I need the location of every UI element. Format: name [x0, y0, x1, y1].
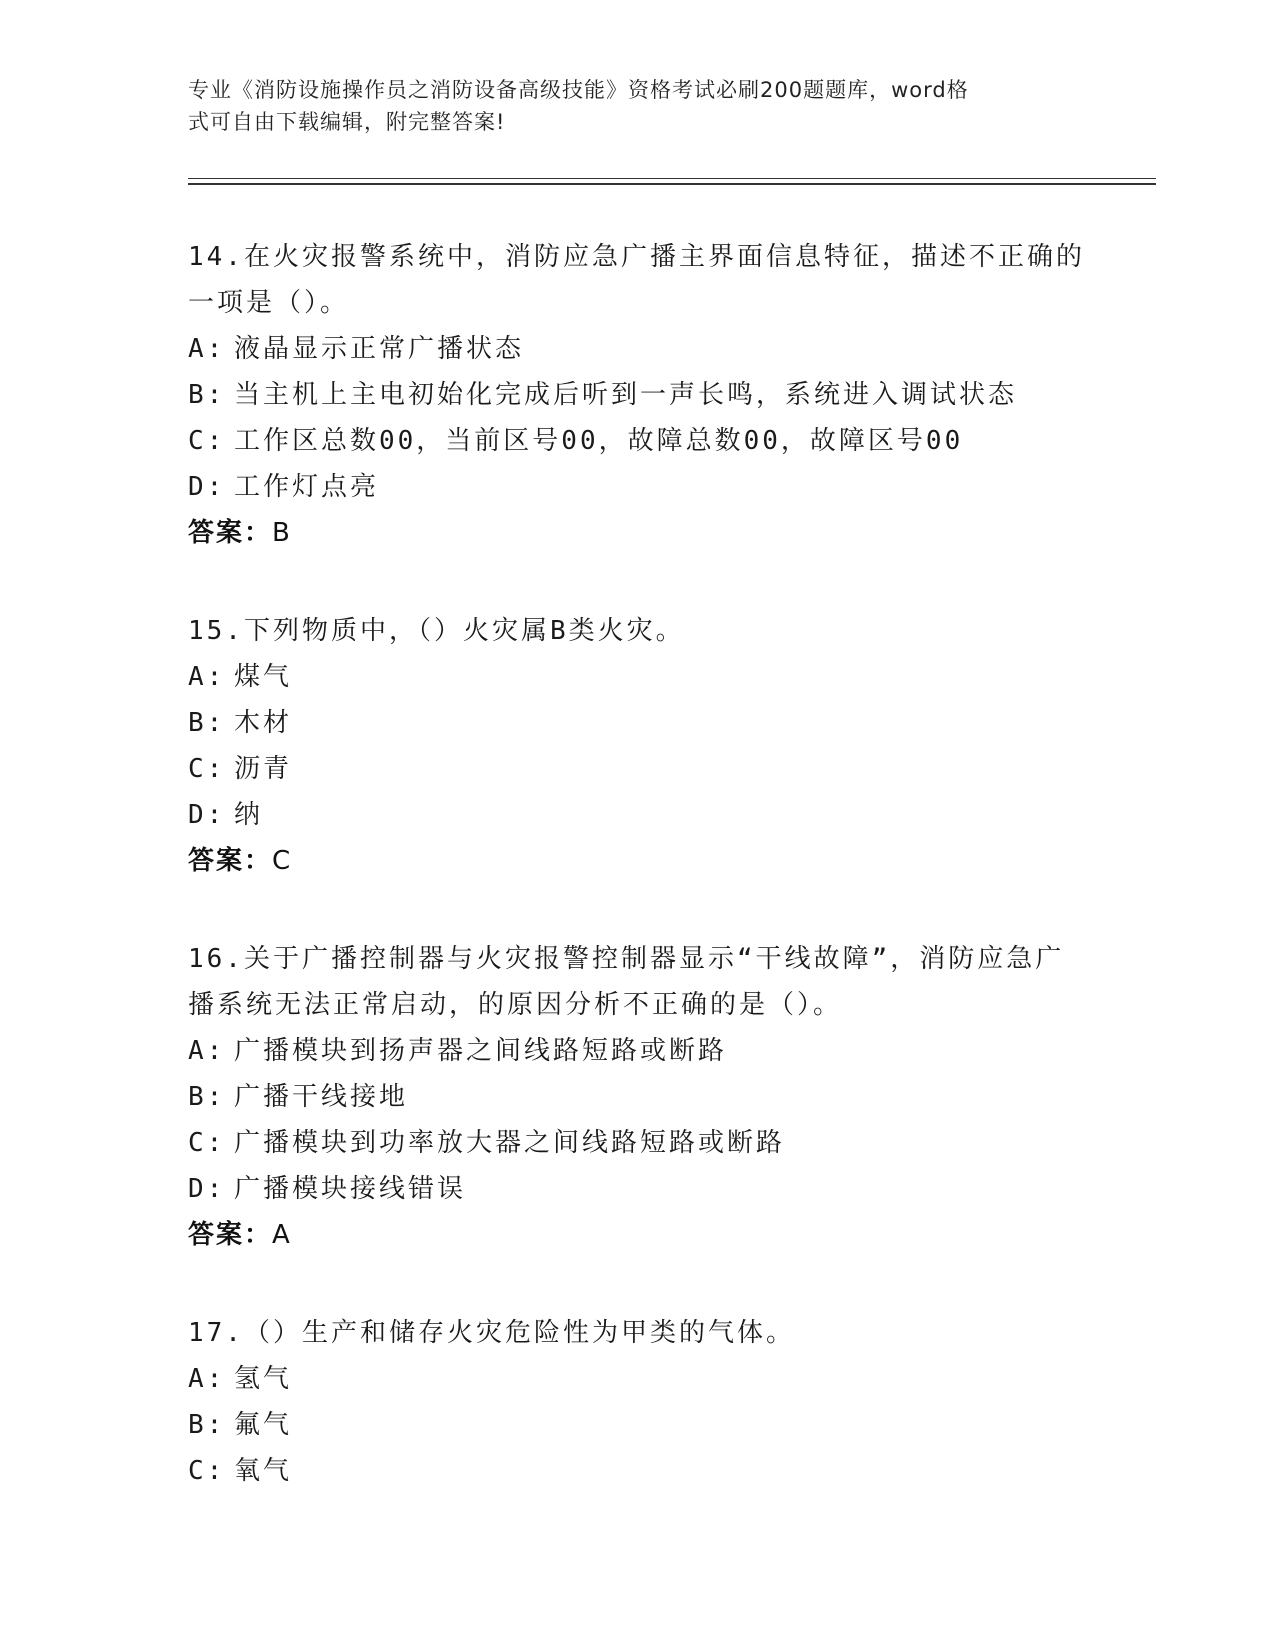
- option-text: 当主机上主电初始化完成后听到一声长鸣，系统进入调试状态: [234, 380, 1018, 410]
- option-text: 广播模块到扬声器之间线路短路或断路: [234, 1036, 728, 1066]
- option-letter: C:: [188, 426, 226, 456]
- option-b: [188, 1402, 1088, 1448]
- question-text-line-2: 一项是（）。: [188, 288, 350, 318]
- question-text-line-1: 16.关于广播控制器与火灾报警控制器显示“干线故障”，消防应急广: [188, 944, 1065, 974]
- header-line-2: 式可自由下载编辑，附完整答案!: [188, 110, 506, 134]
- answer-label: 答案：: [188, 846, 273, 876]
- answer-label: 答案：: [188, 518, 273, 548]
- option-letter: A:: [188, 334, 226, 364]
- option-letter: C:: [188, 1128, 226, 1158]
- option-a: [188, 1028, 1088, 1074]
- option-letter: D:: [188, 472, 226, 502]
- document-header: [188, 74, 1088, 138]
- option-c: [188, 1448, 1088, 1494]
- option-text: 广播模块接线错误: [234, 1174, 467, 1204]
- option-d: [188, 792, 1088, 838]
- question-list: [188, 234, 1088, 1546]
- option-c: [188, 418, 1088, 464]
- question-text-line-1: 14.在火灾报警系统中，消防应急广播主界面信息特征，描述不正确的: [188, 242, 1085, 272]
- option-letter: B:: [188, 380, 226, 410]
- option-letter: C:: [188, 1456, 226, 1486]
- header-line-1: 专业《消防设施操作员之消防设备高级技能》资格考试必刷200题题库，word格: [188, 78, 969, 102]
- option-b: [188, 372, 1088, 418]
- option-text: 氢气: [234, 1364, 293, 1394]
- option-text: 木材: [234, 708, 293, 738]
- option-text: 煤气: [234, 662, 293, 692]
- option-a: [188, 326, 1088, 372]
- option-letter: B:: [188, 1082, 226, 1112]
- option-c: [188, 1120, 1088, 1166]
- header-divider-thick: [188, 183, 1156, 185]
- option-letter: D:: [188, 1174, 226, 1204]
- option-text: 广播干线接地: [234, 1082, 409, 1112]
- answer: [188, 838, 1088, 884]
- option-text: 工作灯点亮: [234, 472, 380, 502]
- option-letter: A:: [188, 662, 226, 692]
- option-text: 液晶显示正常广播状态: [234, 334, 525, 364]
- question-14: [188, 234, 1088, 556]
- question-17: [188, 1310, 1088, 1494]
- option-text: 纳: [234, 800, 264, 830]
- option-b: [188, 700, 1088, 746]
- option-text: 氧气: [234, 1456, 293, 1486]
- option-text: 广播模块到功率放大器之间线路短路或断路: [234, 1128, 786, 1158]
- option-c: [188, 746, 1088, 792]
- option-letter: D:: [188, 800, 226, 830]
- option-d: [188, 1166, 1088, 1212]
- question-text-line-1: 17.（）生产和储存火灾危险性为甲类的气体。: [188, 1318, 795, 1348]
- question-15: [188, 608, 1088, 884]
- answer: [188, 1212, 1088, 1258]
- option-letter: B:: [188, 1410, 226, 1440]
- question-16: [188, 936, 1088, 1258]
- option-text: 工作区总数00，当前区号00，故障总数00，故障区号00: [234, 426, 964, 456]
- answer-value: A: [272, 1220, 292, 1250]
- answer-value: B: [272, 518, 292, 548]
- option-letter: C:: [188, 754, 226, 784]
- question-text-line-1: 15.下列物质中，（）火灾属B类火灾。: [188, 616, 685, 646]
- header-divider-thin: [188, 178, 1156, 179]
- option-letter: B:: [188, 708, 226, 738]
- option-text: 沥青: [234, 754, 293, 784]
- question-text-line-2: 播系统无法正常启动，的原因分析不正确的是（）。: [188, 990, 843, 1020]
- option-letter: A:: [188, 1364, 226, 1394]
- answer-value: C: [272, 846, 293, 876]
- option-d: [188, 464, 1088, 510]
- answer-label: 答案：: [188, 1220, 273, 1250]
- option-letter: A:: [188, 1036, 226, 1066]
- answer: [188, 510, 1088, 556]
- option-a: [188, 654, 1088, 700]
- option-a: [188, 1356, 1088, 1402]
- option-text: 氟气: [234, 1410, 293, 1440]
- option-b: [188, 1074, 1088, 1120]
